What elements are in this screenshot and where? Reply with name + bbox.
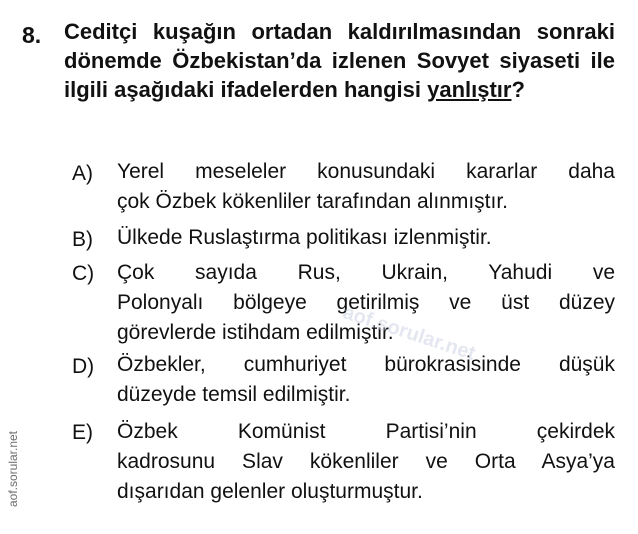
option-a-letter: A) <box>72 162 93 185</box>
question-number: 8. <box>22 22 42 48</box>
question-stem <box>64 17 615 104</box>
option-d-line-2: düzeyde temsil edilmiştir. <box>117 383 351 406</box>
question-stem-text: Ceditçi kuşağın ortadan kaldırılmasından sonraki dönemde Özbekistan’da izlenen Sovyet siyaseti ile ilgili aşağıdaki ifadelerden hangisi <box>64 19 615 102</box>
option-c-line-1: Çok sayıda Rus, Ukrain, Yahudi ve <box>117 261 615 284</box>
option-d-text <box>117 350 615 410</box>
side-watermark: aof.sorular.net <box>6 430 20 508</box>
option-c-line-3: görevlerde istihdam edilmiştir. <box>117 321 394 344</box>
option-b-text <box>117 223 615 253</box>
option-e-line-3: dışarıdan gelenler oluşturmuştur. <box>117 480 423 503</box>
option-c-letter: C) <box>72 262 95 285</box>
option-b-letter: B) <box>72 228 93 251</box>
option-e-letter: E) <box>72 421 93 444</box>
center-watermark: aof.sorular.net <box>340 301 478 365</box>
option-b-line-1: Ülkede Ruslaştırma politikası izlenmiştir. <box>117 226 492 249</box>
option-c-text <box>117 258 615 348</box>
option-a-text <box>117 157 615 217</box>
question-stem-negation: yanlıştır <box>427 77 512 102</box>
option-d-line-1: Özbekler, cumhuriyet bürokrasisinde düşük <box>117 353 615 376</box>
option-d-letter: D) <box>72 355 95 378</box>
option-e-text <box>117 417 615 507</box>
option-e-line-2: kadrosunu Slav kökenliler ve Orta Asya’ya <box>117 450 615 473</box>
option-c-line-2: Polonyalı bölgeye getirilmiş ve üst düzey <box>117 291 615 314</box>
option-a-line-2: çok Özbek kökenliler tarafından alınmıştır. <box>117 190 509 213</box>
option-e-line-1: Özbek Komünist Partisi’nin çekirdek <box>117 420 615 443</box>
question-stem-end: ? <box>511 77 525 102</box>
option-a-line-1: Yerel meseleler konusundaki kararlar daha <box>117 160 615 183</box>
